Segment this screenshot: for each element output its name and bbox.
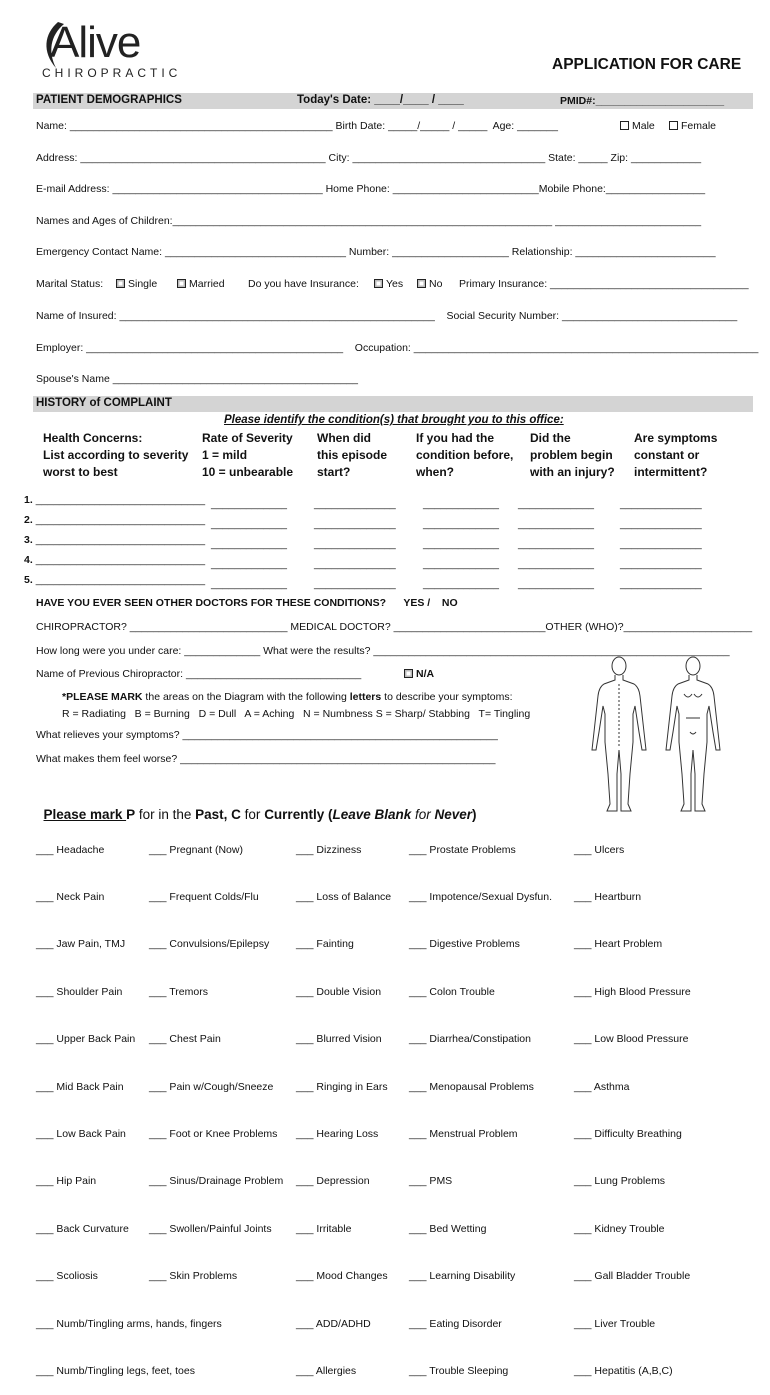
conditions-col-5 bbox=[574, 811, 691, 1395]
condition-item[interactable]: ___ Menstrual Problem bbox=[409, 1127, 518, 1140]
condition-item[interactable]: ___ Hip Pain bbox=[36, 1175, 97, 1188]
title-part: Currently bbox=[264, 807, 325, 822]
condition-item[interactable]: ___ Pain w/Cough/Sneeze bbox=[149, 1080, 274, 1093]
title-part: Past, bbox=[195, 807, 232, 822]
symptom-letter-legend: R = Radiating B = Burning D = Dull A = Aching N = Numbness S = Sharp/ Stabbing T= Tingling bbox=[62, 708, 531, 720]
todays-date-field[interactable]: Today's Date: ____/____ / ____ bbox=[297, 94, 464, 106]
logo bbox=[38, 18, 182, 90]
row-number: 1. bbox=[24, 494, 33, 506]
condition-item[interactable]: ___ Foot or Knee Problems bbox=[149, 1127, 278, 1140]
severity-line[interactable]: _____________ bbox=[211, 498, 287, 510]
complaint-row[interactable] bbox=[24, 574, 205, 586]
page-title: APPLICATION FOR CARE bbox=[552, 56, 742, 73]
condition-item[interactable]: ___ Back Curvature bbox=[36, 1222, 129, 1235]
condition-item[interactable]: ___ Digestive Problems bbox=[409, 938, 520, 951]
condition-item[interactable]: ___ Asthma bbox=[574, 1080, 630, 1093]
concern-line[interactable]: _____________________________ bbox=[35, 574, 206, 586]
title-part: for bbox=[411, 807, 435, 822]
condition-item[interactable]: ___ Ringing in Ears bbox=[296, 1080, 388, 1093]
start-line[interactable]: ______________ bbox=[314, 538, 396, 550]
concern-line[interactable]: _____________________________ bbox=[35, 554, 206, 566]
complaint-header: HISTORY of COMPLAINT bbox=[36, 397, 172, 409]
married-label: Married bbox=[189, 278, 225, 290]
condition-item[interactable]: ___ Colon Trouble bbox=[409, 985, 495, 998]
female-label: Female bbox=[681, 120, 717, 132]
married-checkbox[interactable] bbox=[177, 278, 225, 290]
condition-item[interactable]: ___ Difficulty Breathing bbox=[574, 1127, 682, 1140]
concern-line[interactable]: _____________________________ bbox=[35, 514, 206, 526]
condition-item[interactable]: ___ Allergies bbox=[296, 1364, 357, 1377]
condition-item[interactable]: ___ Diarrhea/Constipation bbox=[409, 1033, 531, 1046]
insured-row[interactable]: Name of Insured: ______________________________________________________ Social Security Number: ______________________________ bbox=[36, 310, 738, 322]
condition-item[interactable]: ___ Eating Disorder bbox=[409, 1317, 502, 1330]
body-diagram-back[interactable] bbox=[586, 654, 652, 814]
constant-line[interactable]: ______________ bbox=[620, 538, 702, 550]
how-long-row[interactable]: How long were you under care: _____________ What were the results? _____________________________________________________________ bbox=[36, 645, 730, 657]
mark-instruction bbox=[62, 691, 513, 703]
condition-item[interactable]: ___ Skin Problems bbox=[149, 1270, 238, 1283]
injury-line[interactable]: _____________ bbox=[518, 518, 594, 530]
condition-item[interactable]: ___ Loss of Balance bbox=[296, 890, 392, 903]
mark-instruction-end: to describe your symptoms: bbox=[381, 691, 513, 703]
condition-item[interactable]: ___ Fainting bbox=[296, 938, 354, 951]
na-checkbox[interactable] bbox=[404, 668, 434, 680]
single-label: Single bbox=[128, 278, 158, 290]
condition-item[interactable]: ___ Low Blood Pressure bbox=[574, 1033, 689, 1046]
col-when-started: When did this episode start? bbox=[317, 431, 388, 479]
mark-instruction-bold: *PLEASE MARK bbox=[62, 691, 143, 703]
complaint-row[interactable] bbox=[24, 554, 205, 566]
complaint-row[interactable] bbox=[24, 494, 205, 506]
worse-field[interactable]: What makes them feel worse? ______________________________________________________ bbox=[36, 753, 496, 765]
condition-item[interactable]: ___ Upper Back Pain bbox=[36, 1033, 136, 1046]
insurance-question: Do you have Insurance: bbox=[248, 278, 359, 290]
complaint-row[interactable] bbox=[24, 534, 205, 546]
start-line[interactable]: ______________ bbox=[314, 498, 396, 510]
complaint-row[interactable] bbox=[24, 514, 205, 526]
condition-item[interactable]: ___ Headache bbox=[36, 843, 105, 856]
condition-item[interactable]: ___ Heartburn bbox=[574, 890, 642, 903]
logo-word: Alive bbox=[50, 18, 141, 67]
previous-chiropractor-field[interactable]: Name of Previous Chiropractor: ______________________________ bbox=[36, 668, 362, 680]
marital-status-label: Marital Status: bbox=[36, 278, 104, 290]
email-row[interactable]: E-mail Address: ____________________________________ Home Phone: _________________________Mobile Phone:_________________ bbox=[36, 183, 706, 195]
condition-item[interactable]: ___ Shoulder Pain bbox=[36, 985, 123, 998]
chiropractor-row[interactable]: CHIROPRACTOR? ___________________________ MEDICAL DOCTOR? __________________________OTHER (WHO)?______________________ bbox=[36, 621, 753, 633]
prior-line[interactable]: _____________ bbox=[423, 498, 499, 510]
severity-line[interactable]: _____________ bbox=[211, 578, 287, 590]
constant-line[interactable]: ______________ bbox=[620, 498, 702, 510]
condition-item[interactable]: ___ Numb/Tingling arms, hands, fingers bbox=[36, 1317, 222, 1330]
condition-item[interactable]: ___ PMS bbox=[409, 1175, 453, 1188]
start-line[interactable]: ______________ bbox=[314, 518, 396, 530]
title-part: for in the bbox=[135, 807, 196, 822]
complaint-instruction: Please identify the condition(s) that brought you to this office: bbox=[224, 414, 564, 426]
constant-line[interactable]: ______________ bbox=[620, 518, 702, 530]
condition-item[interactable]: ___ Frequent Colds/Flu bbox=[149, 890, 259, 903]
primary-insurance-field[interactable]: Primary Insurance: __________________________________ bbox=[459, 278, 749, 290]
row-number: 4. bbox=[24, 554, 33, 566]
condition-item[interactable]: ___ Chest Pain bbox=[149, 1033, 221, 1046]
name-row[interactable]: Name: _____________________________________________ Birth Date: _____/_____ / _____ Age: _______ bbox=[36, 120, 558, 132]
condition-item[interactable]: ___ Convulsions/Epilepsy bbox=[149, 938, 270, 951]
severity-line[interactable]: _____________ bbox=[211, 518, 287, 530]
title-part: Never bbox=[434, 807, 473, 822]
insurance-yes-checkbox[interactable] bbox=[374, 278, 403, 290]
condition-item[interactable]: ___ Low Back Pain bbox=[36, 1127, 126, 1140]
condition-item[interactable]: ___ Ulcers bbox=[574, 843, 625, 856]
condition-item[interactable]: ___ Double Vision bbox=[296, 985, 382, 998]
condition-item[interactable]: ___ Swollen/Painful Joints bbox=[149, 1222, 272, 1235]
employer-row[interactable]: Employer: ____________________________________________ Occupation: ___________________________________________________________ bbox=[36, 342, 759, 354]
title-part: C bbox=[231, 807, 241, 822]
title-part: Leave Blank bbox=[332, 807, 412, 822]
mark-instruction-text: the areas on the Diagram with the following bbox=[142, 691, 350, 703]
emergency-contact-row[interactable]: Emergency Contact Name: _______________________________ Number: ____________________ Relationship: ________________________ bbox=[36, 246, 716, 258]
insurance-yes-label: Yes bbox=[386, 278, 404, 290]
relieves-field[interactable]: What relieves your symptoms? ______________________________________________________ bbox=[36, 729, 498, 741]
condition-item[interactable]: ___ Sinus/Drainage Problem bbox=[149, 1175, 284, 1188]
col-prior-condition: If you had the condition before, when? bbox=[416, 431, 514, 479]
condition-item[interactable]: ___ Dizziness bbox=[296, 843, 362, 856]
title-part: for bbox=[240, 807, 265, 822]
condition-item[interactable]: ___ Gall Bladder Trouble bbox=[574, 1270, 691, 1283]
title-part: P bbox=[126, 807, 136, 822]
conditions-col-4 bbox=[409, 811, 552, 1395]
row-number: 3. bbox=[24, 534, 33, 546]
condition-item[interactable]: ___ Bed Wetting bbox=[409, 1222, 487, 1235]
pmid-field[interactable]: PMID#:______________________ bbox=[560, 95, 725, 107]
injury-line[interactable]: _____________ bbox=[518, 538, 594, 550]
condition-item[interactable]: ___ Hepatitis (A,B,C) bbox=[574, 1364, 673, 1377]
condition-item[interactable]: ___ Pregnant (Now) bbox=[149, 843, 243, 856]
title-part: ( bbox=[324, 807, 333, 822]
logo-subtitle: CHIROPRACTIC bbox=[42, 66, 182, 80]
condition-item[interactable]: ___ Kidney Trouble bbox=[574, 1222, 665, 1235]
title-part: Please mark bbox=[43, 807, 127, 822]
condition-item[interactable]: ___ Mood Changes bbox=[296, 1270, 388, 1283]
condition-item[interactable]: ___ Liver Trouble bbox=[574, 1317, 656, 1330]
condition-item[interactable]: ___ Prostate Problems bbox=[409, 843, 516, 856]
na-label: N/A bbox=[416, 668, 435, 680]
male-checkbox[interactable] bbox=[620, 120, 655, 132]
condition-item[interactable]: ___ High Blood Pressure bbox=[574, 985, 691, 998]
prior-line[interactable]: _____________ bbox=[423, 558, 499, 570]
start-line[interactable]: ______________ bbox=[314, 558, 396, 570]
condition-item[interactable]: ___ Tremors bbox=[149, 985, 208, 998]
prior-line[interactable]: _____________ bbox=[423, 578, 499, 590]
concern-line[interactable]: _____________________________ bbox=[35, 534, 206, 546]
condition-item[interactable]: ___ Mid Back Pain bbox=[36, 1080, 124, 1093]
title-part: ) bbox=[472, 807, 477, 822]
demographics-header: PATIENT DEMOGRAPHICS bbox=[36, 94, 182, 106]
mark-instruction-letters: letters bbox=[349, 691, 382, 703]
other-doctors-question: HAVE YOU EVER SEEN OTHER DOCTORS FOR THESE CONDITIONS? YES / NO bbox=[36, 597, 458, 609]
female-checkbox[interactable] bbox=[669, 120, 716, 132]
injury-line[interactable]: _____________ bbox=[518, 498, 594, 510]
prior-line[interactable]: _____________ bbox=[423, 538, 499, 550]
col-health-concerns: Health Concerns: List according to severity worst to best bbox=[43, 431, 189, 479]
severity-line[interactable]: _____________ bbox=[211, 538, 287, 550]
prior-line[interactable]: _____________ bbox=[423, 518, 499, 530]
concern-line[interactable]: _____________________________ bbox=[35, 494, 206, 506]
condition-item[interactable]: ___ Heart Problem bbox=[574, 938, 663, 951]
male-label: Male bbox=[632, 120, 655, 132]
condition-item[interactable]: ___ Learning Disability bbox=[409, 1270, 516, 1283]
conditions-col-2 bbox=[149, 811, 283, 1301]
condition-item[interactable]: ___ Lung Problems bbox=[574, 1175, 666, 1188]
condition-item[interactable]: ___ Scoliosis bbox=[36, 1270, 98, 1283]
conditions-col-3 bbox=[296, 811, 391, 1395]
body-diagram-front[interactable] bbox=[660, 654, 726, 814]
condition-item[interactable]: ___ Depression bbox=[296, 1175, 370, 1188]
condition-item[interactable]: ___ Jaw Pain, TMJ bbox=[36, 938, 126, 951]
constant-line[interactable]: ______________ bbox=[620, 558, 702, 570]
condition-item[interactable]: ___ Hearing Loss bbox=[296, 1127, 379, 1140]
row-number: 5. bbox=[24, 574, 33, 586]
children-row[interactable]: Names and Ages of Children:_________________________________________________________________ _________________________ bbox=[36, 215, 702, 227]
col-injury: Did the problem begin with an injury? bbox=[530, 431, 615, 479]
address-row[interactable]: Address: __________________________________________ City: _________________________________ State: _____ Zip: ____________ bbox=[36, 152, 702, 164]
col-severity: Rate of Severity 1 = mild 10 = unbearable bbox=[202, 431, 294, 479]
spouse-row[interactable]: Spouse's Name __________________________________________ bbox=[36, 373, 358, 385]
row-number: 2. bbox=[24, 514, 33, 526]
condition-item[interactable]: ___ ADD/ADHD bbox=[296, 1317, 371, 1330]
condition-item[interactable]: ___ Impotence/Sexual Dysfun. bbox=[409, 890, 553, 903]
insurance-no-checkbox[interactable] bbox=[417, 278, 442, 290]
condition-item[interactable]: ___ Trouble Sleeping bbox=[409, 1364, 509, 1377]
condition-item[interactable]: ___ Numb/Tingling legs, feet, toes bbox=[36, 1364, 195, 1377]
severity-line[interactable]: _____________ bbox=[211, 558, 287, 570]
condition-item[interactable]: ___ Neck Pain bbox=[36, 890, 105, 903]
constant-line[interactable]: ______________ bbox=[620, 578, 702, 590]
start-line[interactable]: ______________ bbox=[314, 578, 396, 590]
condition-item[interactable]: ___ Menopausal Problems bbox=[409, 1080, 534, 1093]
injury-line[interactable]: _____________ bbox=[518, 558, 594, 570]
insurance-no-label: No bbox=[429, 278, 443, 290]
condition-item[interactable]: ___ Blurred Vision bbox=[296, 1033, 382, 1046]
injury-line[interactable]: _____________ bbox=[518, 578, 594, 590]
condition-item[interactable]: ___ Irritable bbox=[296, 1222, 352, 1235]
col-constant: Are symptoms constant or intermittent? bbox=[634, 431, 718, 479]
single-checkbox[interactable] bbox=[116, 278, 157, 290]
